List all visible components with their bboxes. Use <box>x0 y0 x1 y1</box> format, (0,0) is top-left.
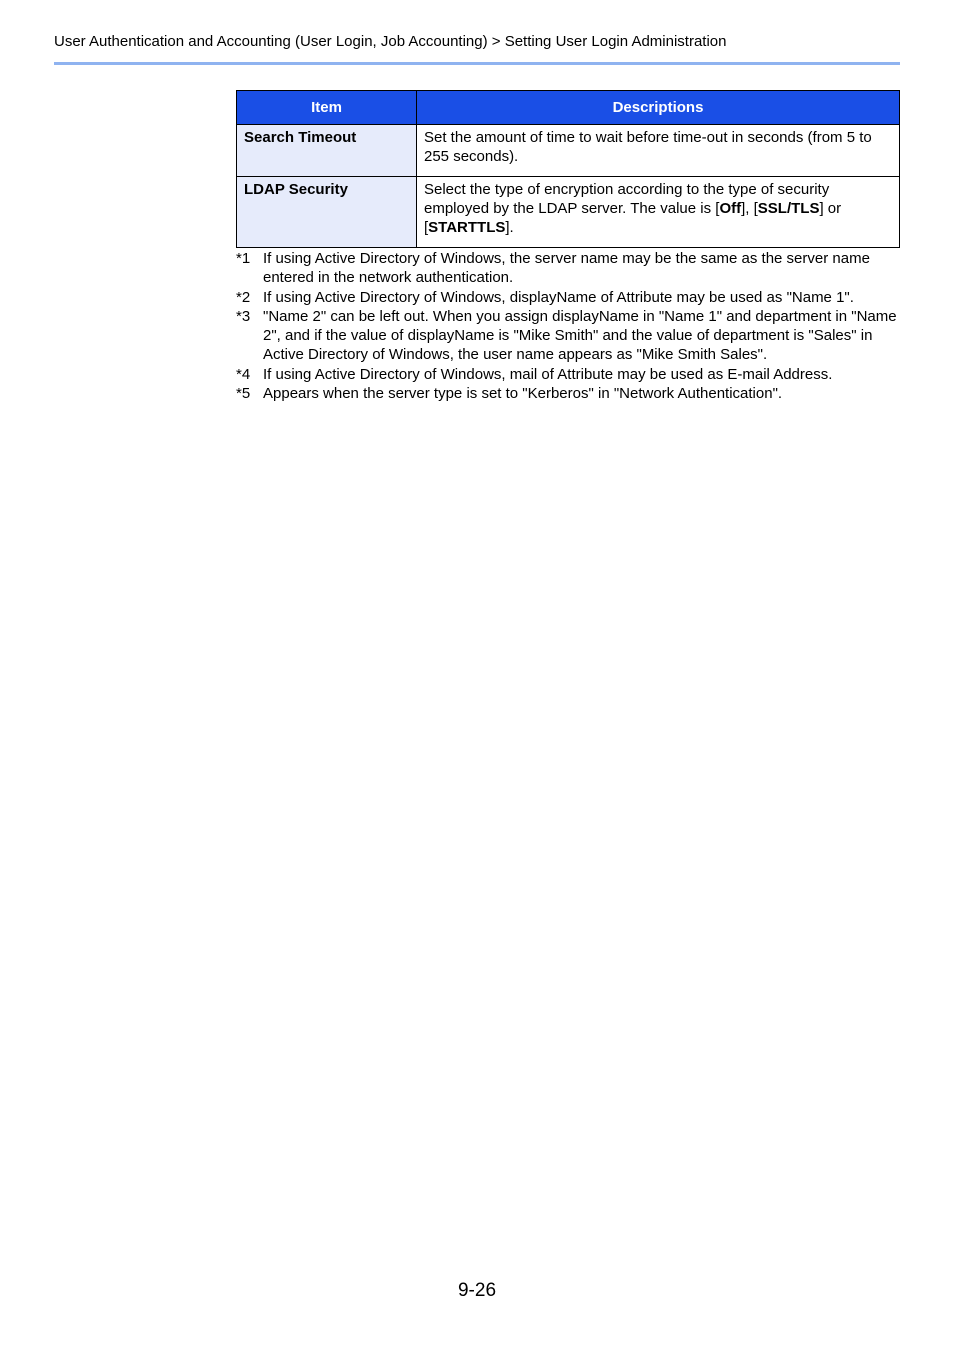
column-header-descriptions: Descriptions <box>417 91 900 125</box>
footnote <box>236 307 908 365</box>
footnotes <box>236 249 908 403</box>
column-header-item: Item <box>237 91 417 125</box>
separator-text: ] or [ <box>424 200 842 236</box>
table-row <box>237 125 900 177</box>
footnote <box>236 288 908 307</box>
table-row <box>237 177 900 248</box>
header-divider <box>54 62 900 65</box>
footnote-text: "Name 2" can be left out. When you assign displayName in "Name 1" and department in "Name 2", and if the value of displayName is "Mike Smith" and the value of department is "Sales" in Active Directory of Windows, the user name appears as "Mike Smith Sales". <box>263 307 897 364</box>
description-text: Select the type of encryption according to the type of security employed by the LDAP server. The value is [ <box>424 181 830 217</box>
option-ssl-tls: SSL/TLS <box>757 200 820 217</box>
item-name: LDAP Security <box>237 177 417 248</box>
option-starttls: STARTTLS <box>428 219 506 236</box>
footnote-mark: *2 <box>236 288 251 306</box>
breadcrumb: User Authentication and Accounting (User Login, Job Accounting) > Setting User Login Administration <box>54 33 727 50</box>
table-header-row <box>237 91 900 125</box>
footnote-mark: *5 <box>236 385 251 403</box>
item-description <box>417 177 900 248</box>
separator-text: ], [ <box>741 200 758 217</box>
footnote <box>236 365 908 384</box>
footnote <box>236 384 908 403</box>
footnote <box>236 249 908 288</box>
item-name: Search Timeout <box>237 125 417 177</box>
description-end: ]. <box>505 219 514 236</box>
footnote-text: If using Active Directory of Windows, mail of Attribute may be used as E-mail Address. <box>263 365 833 383</box>
page-number: 9-26 <box>457 1280 497 1301</box>
option-off: Off <box>719 200 742 217</box>
footnote-text: If using Active Directory of Windows, the server name may be the same as the server name entered in the network authentication. <box>263 250 870 287</box>
footnote-mark: *4 <box>236 365 251 383</box>
settings-table <box>236 90 900 248</box>
footnote-mark: *1 <box>236 250 251 267</box>
footnote-mark: *3 <box>236 307 251 325</box>
item-description: Set the amount of time to wait before time-out in seconds (from 5 to 255 seconds). <box>417 125 900 177</box>
footnote-text: If using Active Directory of Windows, displayName of Attribute may be used as "Name 1". <box>263 288 854 306</box>
footnote-text: Appears when the server type is set to "Kerberos" in "Network Authentication". <box>263 385 783 403</box>
